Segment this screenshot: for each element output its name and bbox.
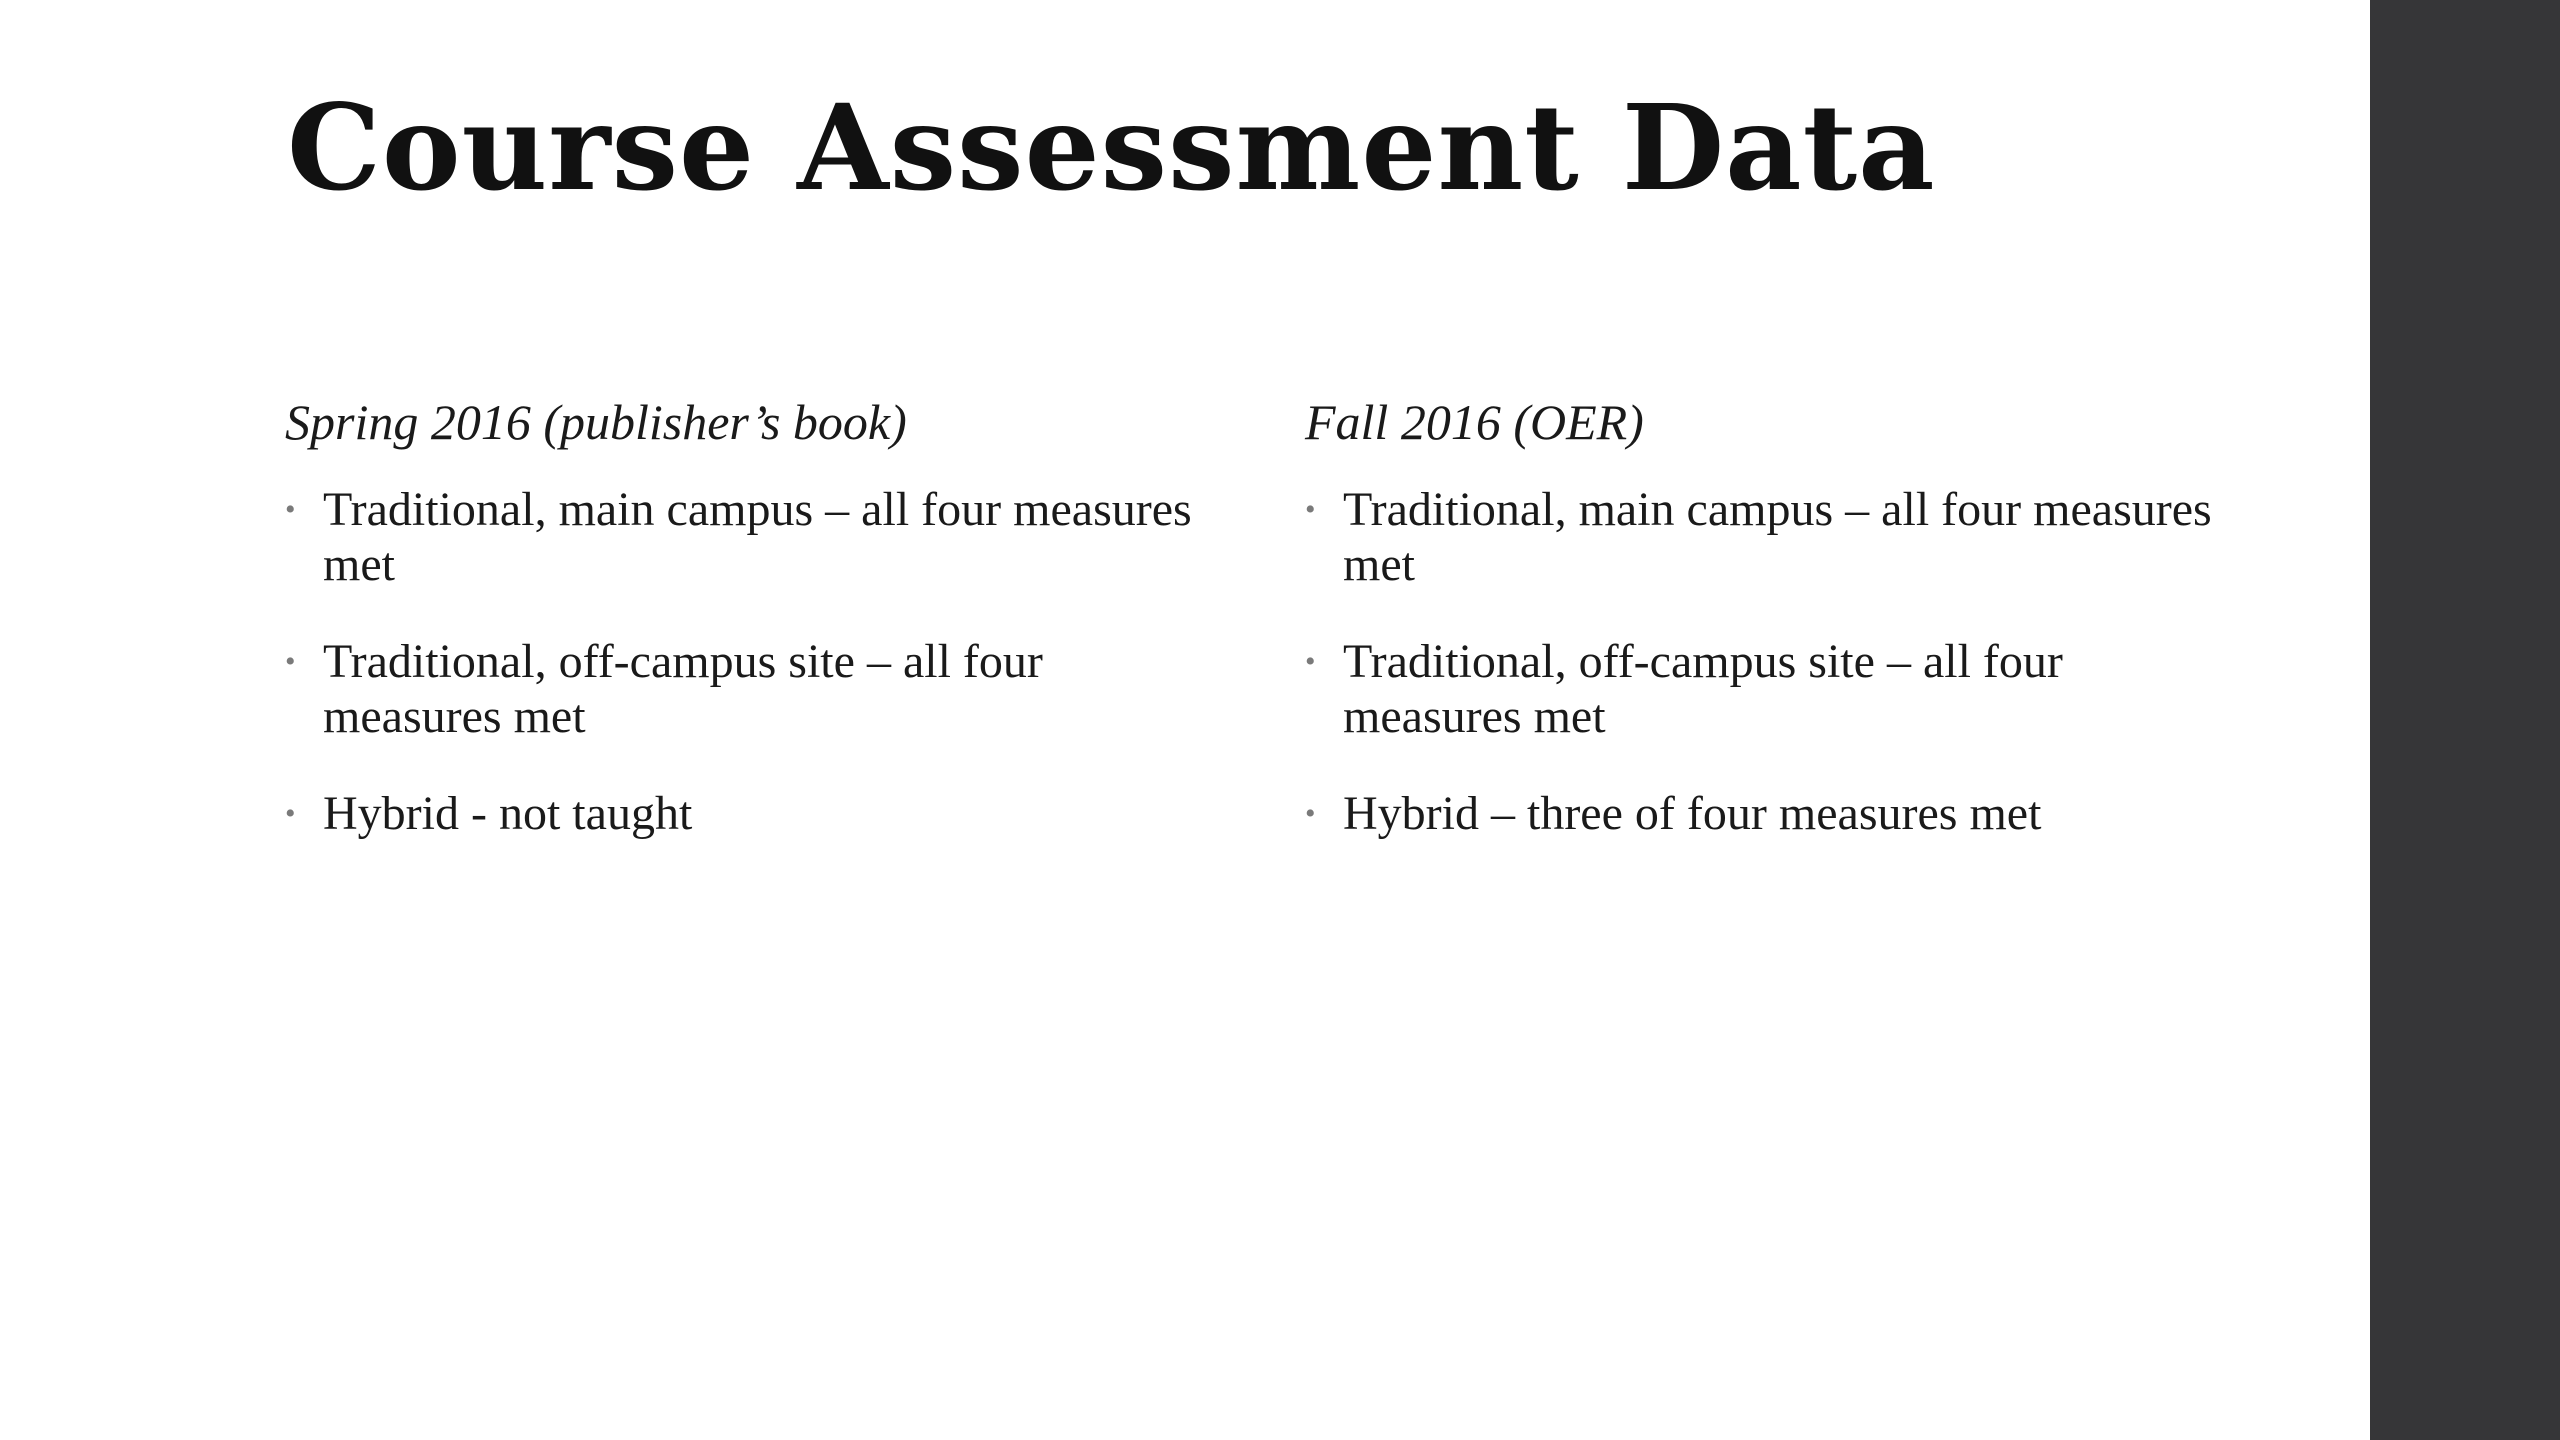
right-column [1305, 388, 2245, 883]
bullet-text: Traditional, off-campus site – all four measures met [323, 635, 1043, 743]
bullet-text: Traditional, main campus – all four measures met [1343, 483, 2212, 591]
column-heading-fall-2016: Fall 2016 (OER) [1305, 394, 1644, 450]
bullet-list-spring-2016 [285, 482, 1225, 841]
column-heading-spring-2016: Spring 2016 (publisher’s book) [285, 394, 907, 450]
bullet-list-fall-2016 [1305, 482, 2245, 841]
bullet-text: Hybrid - not taught [323, 787, 693, 840]
list-item [1305, 482, 2245, 592]
bullet-text: Traditional, main campus – all four measures met [323, 483, 1192, 591]
bullet-icon: • [285, 493, 296, 526]
bullet-text: Traditional, off-campus site – all four measures met [1343, 635, 2063, 743]
list-item [285, 786, 1225, 841]
bullet-icon: • [1305, 645, 1316, 678]
list-item [1305, 634, 2245, 744]
bullet-icon: • [1305, 493, 1316, 526]
slide-title: Course Assessment Data [287, 78, 1936, 217]
side-bar [2370, 0, 2560, 1440]
bullet-icon: • [285, 645, 296, 678]
list-item [1305, 786, 2245, 841]
bullet-icon: • [1305, 797, 1316, 830]
bullet-icon: • [285, 797, 296, 830]
left-column [285, 388, 1225, 883]
list-item [285, 634, 1225, 744]
list-item [285, 482, 1225, 592]
bullet-text: Hybrid – three of four measures met [1343, 787, 2042, 840]
